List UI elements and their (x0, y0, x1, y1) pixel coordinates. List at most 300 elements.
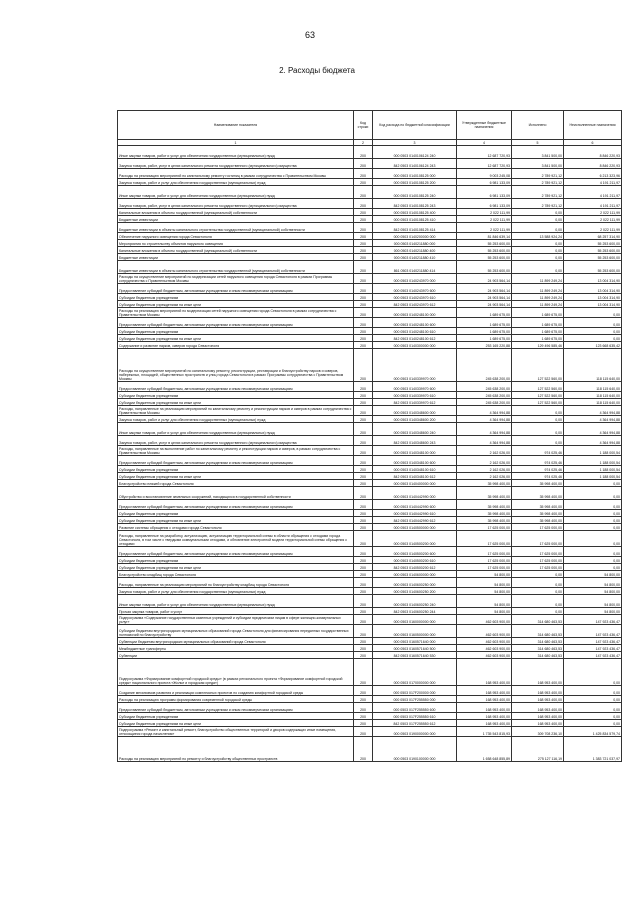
row-kbk: 000 0503 0140348600 000 (373, 406, 457, 416)
row-unexecuted: 0,00 (564, 328, 622, 335)
row-approved: 2 162 026,00 (457, 446, 512, 456)
row-approved: 24 903 564,14 (457, 301, 512, 308)
row-name: Мероприятия по строительству объектов наружного освещения (118, 240, 354, 247)
row-executed: 35 998 400,00 (512, 480, 564, 487)
row-approved: 81 846 639,14 (457, 233, 512, 240)
row-code: 200 (354, 199, 373, 209)
row-unexecuted: 0,00 (564, 713, 622, 720)
row-name: Субсидии бюджетным учреждениям (118, 557, 354, 564)
row-kbk: 000 0503 017F255550 610 (373, 713, 457, 720)
row-name: Субсидии бюджетным учреждениям (118, 392, 354, 399)
table-row (118, 713, 622, 720)
row-code: 200 (354, 392, 373, 399)
header-kbk: Код расхода по бюджетной классификации (373, 111, 457, 140)
row-executed: 974 025,46 (512, 473, 564, 480)
row-executed: 2 789 921,12 (512, 186, 564, 199)
row-code: 200 (354, 446, 373, 456)
row-kbk: 000 0503 0140442990 600 (373, 500, 457, 510)
row-executed: 17 625 000,00 (512, 557, 564, 564)
row-name: Субвенции (118, 652, 354, 659)
table-row (118, 318, 622, 328)
row-kbk: 000 0503 0140500200 000 (373, 531, 457, 547)
row-code: 200 (354, 652, 373, 659)
table-row (118, 328, 622, 335)
row-approved: 9 003 245,08 (457, 169, 512, 179)
row-name: Расходы, направленные на реализацию мероприятий по благоустройству кладбищ города Севастополя (118, 578, 354, 588)
table-row (118, 399, 622, 406)
row-code: 200 (354, 146, 373, 159)
row-name: Обеспечение наружного освещения города Севастополя (118, 233, 354, 240)
row-unexecuted: 0,00 (564, 564, 622, 571)
row-approved: 4 364 994,88 (457, 416, 512, 423)
row-name: Благоустройство кладбищ города Севастополя (118, 571, 354, 578)
row-code: 200 (354, 703, 373, 713)
row-name: Бюджетные инвестиции в объекты капитального строительства государственной (муниципальной) собственности (118, 223, 354, 233)
row-executed: 127 522 560,00 (512, 382, 564, 392)
row-name: Подпрограмма «Формирование комфортной городской среды» (в рамках регионального проекта «Формирование комфортной городской среды» национального проекта «Жилье и городская среда») (118, 659, 354, 686)
row-code: 200 (354, 571, 373, 578)
row-kbk: 842 0503 0140243970 612 (373, 301, 457, 308)
row-name: Обустройство и восстановление земельных сооружений, находящихся в государственной собственности (118, 487, 354, 500)
row-unexecuted: 0,00 (564, 510, 622, 517)
row-code: 200 (354, 223, 373, 233)
row-kbk: 842 0503 0140348600 243 (373, 436, 457, 446)
table-row (118, 223, 622, 233)
table-body (118, 146, 622, 762)
row-approved: 35 998 400,00 (457, 510, 512, 517)
row-kbk: 000 0503 0140211880 410 (373, 254, 457, 261)
row-approved: 54 800,00 (457, 588, 512, 595)
row-code: 200 (354, 557, 373, 564)
row-kbk: 000 0503 0140500000 000 (373, 524, 457, 531)
row-code: 200 (354, 261, 373, 274)
table-row (118, 480, 622, 487)
row-name: Иные закупки товаров, работ и услуг для обеспечения государственных (муниципальных) нужд (118, 595, 354, 608)
row-code: 200 (354, 737, 373, 762)
table-row (118, 517, 622, 524)
table-row (118, 547, 622, 557)
row-unexecuted: 147 923 436,47 (564, 638, 622, 645)
table-row (118, 382, 622, 392)
row-executed: 17 625 000,00 (512, 564, 564, 571)
row-approved: 1 658 648 855,89 (457, 737, 512, 762)
row-executed: 2 789 921,12 (512, 179, 564, 186)
row-executed: 0,00 (512, 595, 564, 608)
row-unexecuted: 6 213 323,96 (564, 169, 622, 179)
row-code: 200 (354, 436, 373, 446)
row-code: 200 (354, 169, 373, 179)
table-row (118, 254, 622, 261)
row-approved: 1 689 675,00 (457, 328, 512, 335)
row-executed: 0,00 (512, 223, 564, 233)
row-unexecuted: 54 800,00 (564, 588, 622, 595)
table-row (118, 578, 622, 588)
row-unexecuted: 1 188 000,54 (564, 473, 622, 480)
row-name: Закупка товаров, работ, услуг в целях капитального ремонта государственного (муниципального) имущества (118, 436, 354, 446)
row-kbk: 000 0503 0140348100 600 (373, 456, 457, 466)
row-kbk: 842 0503 0140248100 612 (373, 335, 457, 342)
row-name: Благоустройство пляжей города Севастополя (118, 480, 354, 487)
row-approved: 55 253 600,00 (457, 261, 512, 274)
row-approved: 462 603 900,00 (457, 638, 512, 645)
row-kbk: 861 0503 0140211880 414 (373, 261, 457, 274)
table-row (118, 588, 622, 595)
row-kbk: 842 0503 0140108125 414 (373, 223, 457, 233)
row-name: Закупка товаров, работ, услуг в целях капитального ремонта государственного (муниципального) имущества (118, 159, 354, 169)
row-code: 200 (354, 233, 373, 240)
row-code: 200 (354, 216, 373, 223)
row-name: Субсидии бюджетным учреждениям (118, 328, 354, 335)
table-row (118, 216, 622, 223)
row-unexecuted: 0,00 (564, 308, 622, 318)
row-code: 200 (354, 209, 373, 216)
row-approved: 462 603 900,00 (457, 625, 512, 638)
table-row (118, 456, 622, 466)
row-unexecuted: 2 022 111,99 (564, 216, 622, 223)
row-kbk: 000 0503 0140600250 240 (373, 595, 457, 608)
row-kbk: 000 0503 0140500200 610 (373, 557, 457, 564)
table-row (118, 284, 622, 294)
row-unexecuted: 147 923 436,47 (564, 625, 622, 638)
row-name: Закупка товаров, работ и услуг для обеспечения государственных (муниципальных) нужд (118, 179, 354, 186)
table-row (118, 564, 622, 571)
row-unexecuted: 55 253 600,00 (564, 247, 622, 254)
table-row (118, 261, 622, 274)
row-executed: 1 689 675,00 (512, 328, 564, 335)
row-unexecuted: 0,00 (564, 696, 622, 703)
row-name: Субсидии бюджетным учреждениям (118, 294, 354, 301)
row-code: 200 (354, 247, 373, 254)
row-unexecuted: 13 004 314,90 (564, 301, 622, 308)
row-unexecuted: 4 364 994,88 (564, 436, 622, 446)
row-code: 200 (354, 547, 373, 557)
table-row (118, 169, 622, 179)
row-code: 200 (354, 466, 373, 473)
table-row (118, 240, 622, 247)
table-row (118, 209, 622, 216)
table-row (118, 608, 622, 615)
table-row (118, 615, 622, 625)
row-code: 200 (354, 686, 373, 696)
row-code: 200 (354, 335, 373, 342)
row-executed: 0,00 (512, 247, 564, 254)
table-row (118, 487, 622, 500)
row-approved: 6 981 133,09 (457, 179, 512, 186)
row-executed: 0,00 (512, 423, 564, 436)
table-row (118, 436, 622, 446)
row-approved: 2 022 111,99 (457, 209, 512, 216)
row-unexecuted: 4 364 994,88 (564, 416, 622, 423)
row-executed: 168 953 400,00 (512, 696, 564, 703)
row-name: Расходы на осуществление мероприятий по модернизации сетей наружного освещения города Севастополя в рамках Программы сотрудничества с Правительством Москвы (118, 274, 354, 284)
row-code: 200 (354, 645, 373, 652)
row-executed: 309 708 236,10 (512, 727, 564, 737)
row-approved: 24 903 564,14 (457, 294, 512, 301)
row-approved: 245 638 200,00 (457, 392, 512, 399)
row-approved: 462 603 900,00 (457, 652, 512, 659)
table-row (118, 233, 622, 240)
row-kbk: 842 0503 0140108125 243 (373, 199, 457, 209)
table-row (118, 466, 622, 473)
row-kbk: 000 0503 0140108125 240 (373, 186, 457, 199)
row-code: 200 (354, 416, 373, 423)
row-executed: 0,00 (512, 608, 564, 615)
row-approved: 17 625 000,00 (457, 524, 512, 531)
row-kbk: 000 0503 0140339970 000 (373, 349, 457, 382)
row-kbk: 000 0503 0140243970 600 (373, 284, 457, 294)
row-code: 200 (354, 727, 373, 737)
table-row (118, 342, 622, 349)
row-name: Субсидии бюджетным учреждениям (118, 510, 354, 517)
row-approved: 4 364 994,88 (457, 436, 512, 446)
row-executed: 0,00 (512, 416, 564, 423)
row-unexecuted: 55 253 600,00 (564, 254, 622, 261)
row-unexecuted: 118 115 640,00 (564, 349, 622, 382)
row-unexecuted: 123 668 635,42 (564, 342, 622, 349)
row-executed: 0,00 (512, 216, 564, 223)
row-name: Субсидии бюджетным учреждениям на иные цели (118, 301, 354, 308)
row-unexecuted: 1 188 000,54 (564, 446, 622, 456)
row-approved: 1 689 675,00 (457, 335, 512, 342)
row-executed: 35 998 400,00 (512, 517, 564, 524)
row-code: 200 (354, 406, 373, 416)
document-title: 2. Расходы бюджета (279, 66, 355, 75)
row-approved: 253 165 220,88 (457, 342, 512, 349)
row-name: Закупка товаров, работ, услуг в целях капитального ремонта государственного (муниципального) имущества (118, 199, 354, 209)
row-approved: 55 253 600,00 (457, 240, 512, 247)
row-kbk: 000 0503 0140200000 000 (373, 233, 457, 240)
row-approved: 54 800,00 (457, 578, 512, 588)
table-row (118, 625, 622, 638)
row-kbk: 000 0503 0140600000 000 (373, 571, 457, 578)
row-code: 200 (354, 301, 373, 308)
row-kbk: 842 0503 0140348100 612 (373, 473, 457, 480)
row-executed: 168 953 400,00 (512, 720, 564, 727)
row-kbk: 842 0503 017F255550 612 (373, 720, 457, 727)
row-approved: 24 903 564,14 (457, 274, 512, 284)
row-approved: 12 687 720,93 (457, 159, 512, 169)
row-code: 200 (354, 659, 373, 686)
table-row (118, 557, 622, 564)
row-code: 200 (354, 342, 373, 349)
row-kbk: 000 0503 0140339970 600 (373, 382, 457, 392)
row-executed: 0,00 (512, 254, 564, 261)
row-unexecuted: 2 022 111,99 (564, 209, 622, 216)
row-kbk: 000 0503 0190000000 000 (373, 727, 457, 737)
row-unexecuted: 55 253 600,00 (564, 240, 622, 247)
row-kbk: 000 0503 0160500000 000 (373, 625, 457, 638)
row-kbk: 000 0503 0140348100 000 (373, 446, 457, 456)
row-executed: 3 841 500,00 (512, 146, 564, 159)
row-kbk: 000 0503 0160571640 500 (373, 645, 457, 652)
row-approved: 17 625 000,00 (457, 557, 512, 564)
row-unexecuted: 1 383 721 037,97 (564, 737, 622, 762)
row-unexecuted: 54 800,00 (564, 608, 622, 615)
row-name: Субсидии бюджетам внутригородских муниципальных образований города Севастополя для финансирования переданных государственных полномочий по благоустройству (118, 625, 354, 638)
row-name: Подпрограмма «Содержание государственных казенных учреждений и субсидии юридическим лицам в сфере жилищно-коммунальных услуг» (118, 615, 354, 625)
row-name: Предоставление субсидий бюджетным, автономным учреждениям и иным некоммерческим организациям (118, 318, 354, 328)
row-approved: 4 364 994,88 (457, 406, 512, 416)
table-row (118, 720, 622, 727)
row-unexecuted: 54 800,00 (564, 571, 622, 578)
table-row (118, 406, 622, 416)
row-unexecuted: 0,00 (564, 659, 622, 686)
row-kbk: 000 0503 0190100000 000 (373, 737, 457, 762)
row-unexecuted: 4 364 994,88 (564, 406, 622, 416)
row-executed: 314 680 463,53 (512, 652, 564, 659)
row-unexecuted: 0,00 (564, 524, 622, 531)
row-executed: 314 680 463,53 (512, 615, 564, 625)
row-kbk: 842 0503 0140500200 612 (373, 564, 457, 571)
row-executed: 35 998 400,00 (512, 510, 564, 517)
row-executed: 0,00 (512, 571, 564, 578)
table-row (118, 696, 622, 703)
row-executed: 127 522 560,00 (512, 399, 564, 406)
row-kbk: 000 0503 017F255550 600 (373, 703, 457, 713)
row-code: 200 (354, 423, 373, 436)
row-name: Прочая закупка товаров, работ и услуг (118, 608, 354, 615)
row-code: 200 (354, 510, 373, 517)
row-unexecuted: 1 188 000,54 (564, 466, 622, 473)
row-unexecuted: 4 191 211,97 (564, 186, 622, 199)
row-approved: 245 638 200,00 (457, 399, 512, 406)
row-name: Закупка товаров, работ и услуг для обеспечения государственных (муниципальных) нужд (118, 588, 354, 595)
row-executed: 35 998 400,00 (512, 487, 564, 500)
row-approved: 24 903 564,14 (457, 284, 512, 294)
row-name: Развитие системы обращения с отходами города Севастополя (118, 524, 354, 531)
page-number: 63 (305, 30, 316, 40)
row-executed: 11 899 249,24 (512, 301, 564, 308)
row-approved: 1 735 543 815,93 (457, 727, 512, 737)
row-code: 200 (354, 638, 373, 645)
table-header-row (118, 111, 622, 140)
row-unexecuted: 1 425 834 579,74 (564, 727, 622, 737)
row-executed: 974 025,46 (512, 466, 564, 473)
row-kbk: 000 0503 0140348600 200 (373, 416, 457, 423)
table-row (118, 659, 622, 686)
row-name: Расходы, направленные на выполнение работ по капитальному ремонту и реконструкции парков и скверов, в рамках сотрудничества с Правительством Москвы (118, 446, 354, 456)
row-kbk: 000 0503 0140248100 000 (373, 308, 457, 318)
row-unexecuted: 4 191 211,97 (564, 179, 622, 186)
row-name: Субсидии бюджетным учреждениям на иные цели (118, 473, 354, 480)
row-approved: 1 689 675,00 (457, 308, 512, 318)
row-unexecuted: 0,00 (564, 720, 622, 727)
row-unexecuted: 118 115 640,00 (564, 392, 622, 399)
table-row (118, 186, 622, 199)
row-unexecuted: 0,00 (564, 487, 622, 500)
table-row (118, 473, 622, 480)
row-kbk: 000 0503 0140339970 610 (373, 392, 457, 399)
row-unexecuted: 13 004 314,90 (564, 284, 622, 294)
row-approved: 35 998 400,00 (457, 480, 512, 487)
row-unexecuted: 0,00 (564, 547, 622, 557)
row-executed: 17 625 000,00 (512, 531, 564, 547)
row-name: Предоставление субсидий бюджетным, автономным учреждениям и иным некоммерческим организациям (118, 500, 354, 510)
header-name: Наименование показателя (118, 111, 354, 140)
row-approved: 2 162 026,00 (457, 456, 512, 466)
row-name: Иные закупки товаров, работ и услуг для обеспечения государственных (муниципальных) нужд (118, 186, 354, 199)
column-number: 2 (354, 140, 373, 146)
table-row (118, 274, 622, 284)
column-number: 5 (512, 140, 564, 146)
row-kbk: 000 0503 0140243970 610 (373, 294, 457, 301)
row-kbk: 000 0503 0140500200 600 (373, 547, 457, 557)
row-executed: 35 998 400,00 (512, 500, 564, 510)
row-name: Иные закупки товаров, работ и услуг для обеспечения государственных (муниципальных) нужд (118, 146, 354, 159)
header-executed: Исполнено (512, 111, 564, 140)
row-code: 200 (354, 625, 373, 638)
row-code: 200 (354, 254, 373, 261)
row-approved: 35 998 400,00 (457, 517, 512, 524)
row-unexecuted: 0,00 (564, 531, 622, 547)
row-kbk: 000 0503 0140600250 200 (373, 588, 457, 595)
row-kbk: 000 0503 0140108125 400 (373, 209, 457, 216)
row-code: 200 (354, 500, 373, 510)
row-code: 200 (354, 284, 373, 294)
row-unexecuted: 0,00 (564, 703, 622, 713)
column-number: 6 (564, 140, 622, 146)
table-row (118, 294, 622, 301)
row-code: 200 (354, 456, 373, 466)
row-name: Создание механизмов развития и реализации комплексных проектов по созданию комфортной городской среды (118, 686, 354, 696)
row-approved: 17 625 000,00 (457, 547, 512, 557)
row-executed: 3 841 500,00 (512, 159, 564, 169)
row-approved: 462 603 900,00 (457, 615, 512, 625)
row-code: 200 (354, 349, 373, 382)
expenses-table-wrap (117, 110, 621, 762)
row-name: Бюджетные инвестиции в объекты капитального строительства государственной (муниципальной) собственности (118, 261, 354, 274)
row-approved: 462 603 900,00 (457, 645, 512, 652)
row-name: Расходы на реализацию мероприятий по модернизации сетей наружного освещения города Севастополя в рамках сотрудничества с Правительством Москвы (118, 308, 354, 318)
row-executed: 129 496 585,46 (512, 342, 564, 349)
row-code: 200 (354, 608, 373, 615)
row-unexecuted: 147 923 436,47 (564, 652, 622, 659)
row-code: 200 (354, 186, 373, 199)
row-code: 200 (354, 595, 373, 608)
row-kbk: 842 0503 0160571640 530 (373, 652, 457, 659)
row-code: 200 (354, 564, 373, 571)
table-row (118, 571, 622, 578)
row-approved: 17 625 000,00 (457, 531, 512, 547)
row-kbk: 000 0503 0140442990 000 (373, 487, 457, 500)
row-name: Иные закупки товаров, работ и услуг для обеспечения государственных (муниципальных) нужд (118, 423, 354, 436)
row-code: 200 (354, 382, 373, 392)
row-name: Расходы на реализацию мероприятий по капитальному ремонту гостиниц в рамках сотрудничества с Правительством Москвы (118, 169, 354, 179)
row-name: Капитальные вложения в объекты государственной (муниципальной) собственности (118, 247, 354, 254)
row-unexecuted: 118 115 640,00 (564, 399, 622, 406)
row-code: 200 (354, 713, 373, 720)
row-approved: 55 253 600,00 (457, 247, 512, 254)
row-name: Субсидии бюджетным учреждениям (118, 713, 354, 720)
row-unexecuted: 0,00 (564, 686, 622, 696)
row-code: 200 (354, 318, 373, 328)
table-row (118, 727, 622, 737)
row-kbk: 000 0503 0170000000 000 (373, 659, 457, 686)
row-code: 200 (354, 487, 373, 500)
row-name: Закупка товаров, работ и услуг для обеспечения государственных (муниципальных) нужд (118, 416, 354, 423)
row-approved: 17 625 000,00 (457, 564, 512, 571)
table-row (118, 446, 622, 456)
row-unexecuted: 4 364 994,88 (564, 423, 622, 436)
row-executed: 0,00 (512, 209, 564, 216)
row-code: 200 (354, 294, 373, 301)
row-code: 200 (354, 531, 373, 547)
row-name: Бюджетные инвестиции (118, 216, 354, 223)
row-unexecuted: 1 188 000,54 (564, 456, 622, 466)
row-executed: 11 899 249,24 (512, 274, 564, 284)
row-approved: 168 953 400,00 (457, 720, 512, 727)
row-kbk: 000 0503 0140442990 610 (373, 510, 457, 517)
